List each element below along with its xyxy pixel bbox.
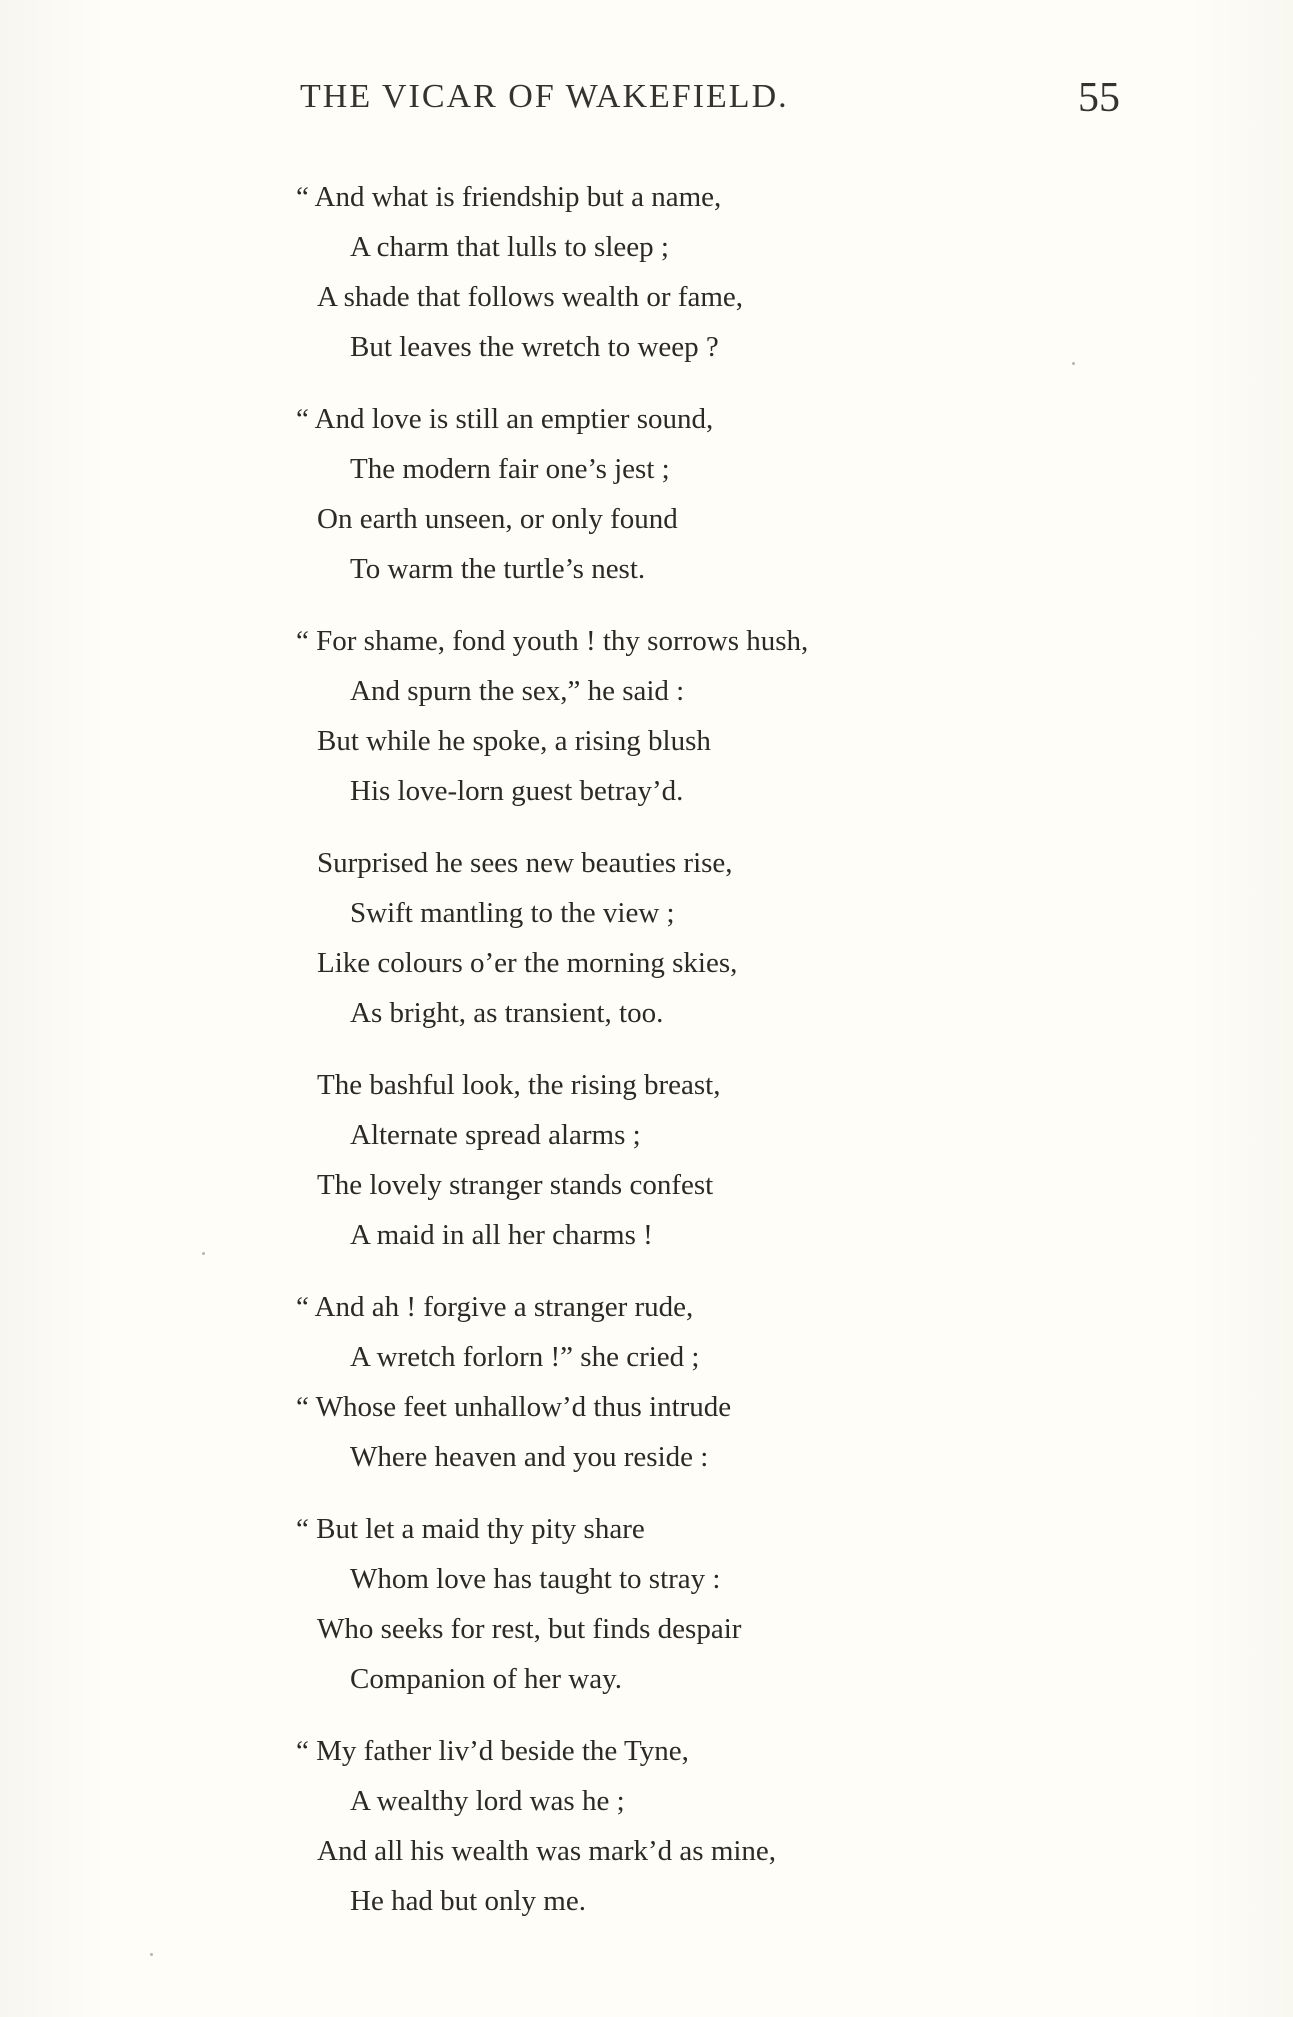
verse-line: “ Whose feet unhallow’d thus intrude: [296, 1391, 732, 1423]
verse-line: The lovely stranger stands confest: [317, 1169, 714, 1201]
stanza: [290, 394, 1050, 594]
verse-line: The modern fair one’s jest ;: [350, 453, 670, 485]
verse-line: “ And ah ! forgive a stranger rude,: [296, 1291, 694, 1323]
stanza: [290, 172, 1050, 372]
verse-line: His love-lorn guest betray’d.: [350, 775, 684, 807]
verse-line: Companion of her way.: [350, 1663, 622, 1695]
stanza: [290, 1726, 1050, 1926]
running-title: THE VICAR OF WAKEFIELD.: [300, 78, 789, 115]
verse-line: A wretch forlorn !” she cried ;: [350, 1341, 700, 1373]
verse-line: And all his wealth was mark’d as mine,: [317, 1835, 777, 1867]
verse-line: Swift mantling to the view ;: [350, 897, 675, 929]
verse-line: The bashful look, the rising breast,: [317, 1069, 721, 1101]
paper-speck: [1072, 362, 1075, 365]
verse-line: “ And love is still an emptier sound,: [296, 403, 714, 435]
verse-line: To warm the turtle’s nest.: [350, 553, 646, 585]
verse-line: “ My father liv’d beside the Tyne,: [296, 1735, 689, 1767]
verse-line: Like colours o’er the morning skies,: [317, 947, 738, 979]
verse-line: Where heaven and you reside :: [350, 1441, 709, 1473]
verse-line: A shade that follows wealth or fame,: [317, 281, 744, 313]
verse-line: As bright, as transient, too.: [350, 997, 664, 1029]
page-number: 55: [1078, 75, 1120, 121]
paper-speck: [150, 1953, 153, 1956]
poem: [290, 172, 1050, 1948]
stanza: [290, 838, 1050, 1038]
verse-line: But leaves the wretch to weep ?: [350, 331, 719, 363]
verse-line: He had but only me.: [350, 1885, 586, 1917]
verse-line: Whom love has taught to stray :: [350, 1563, 721, 1595]
verse-line: A wealthy lord was he ;: [350, 1785, 625, 1817]
verse-line: “ For shame, fond youth ! thy sorrows hush,: [296, 625, 809, 657]
stanza: [290, 1060, 1050, 1260]
stanza: [290, 1282, 1050, 1482]
verse-line: “ But let a maid thy pity share: [296, 1513, 645, 1545]
verse-line: A maid in all her charms !: [350, 1219, 653, 1251]
verse-line: A charm that lulls to sleep ;: [350, 231, 669, 263]
stanza: [290, 616, 1050, 816]
verse-line: Alternate spread alarms ;: [350, 1119, 641, 1151]
verse-line: But while he spoke, a rising blush: [317, 725, 711, 757]
verse-line: Surprised he sees new beauties rise,: [317, 847, 733, 879]
verse-line: And spurn the sex,” he said :: [350, 675, 685, 707]
verse-line: Who seeks for rest, but finds despair: [317, 1613, 742, 1645]
running-head: [300, 75, 1120, 122]
verse-line: “ And what is friendship but a name,: [296, 181, 722, 213]
stanza: [290, 1504, 1050, 1704]
paper-speck: [202, 1252, 205, 1255]
verse-line: On earth unseen, or only found: [317, 503, 678, 535]
